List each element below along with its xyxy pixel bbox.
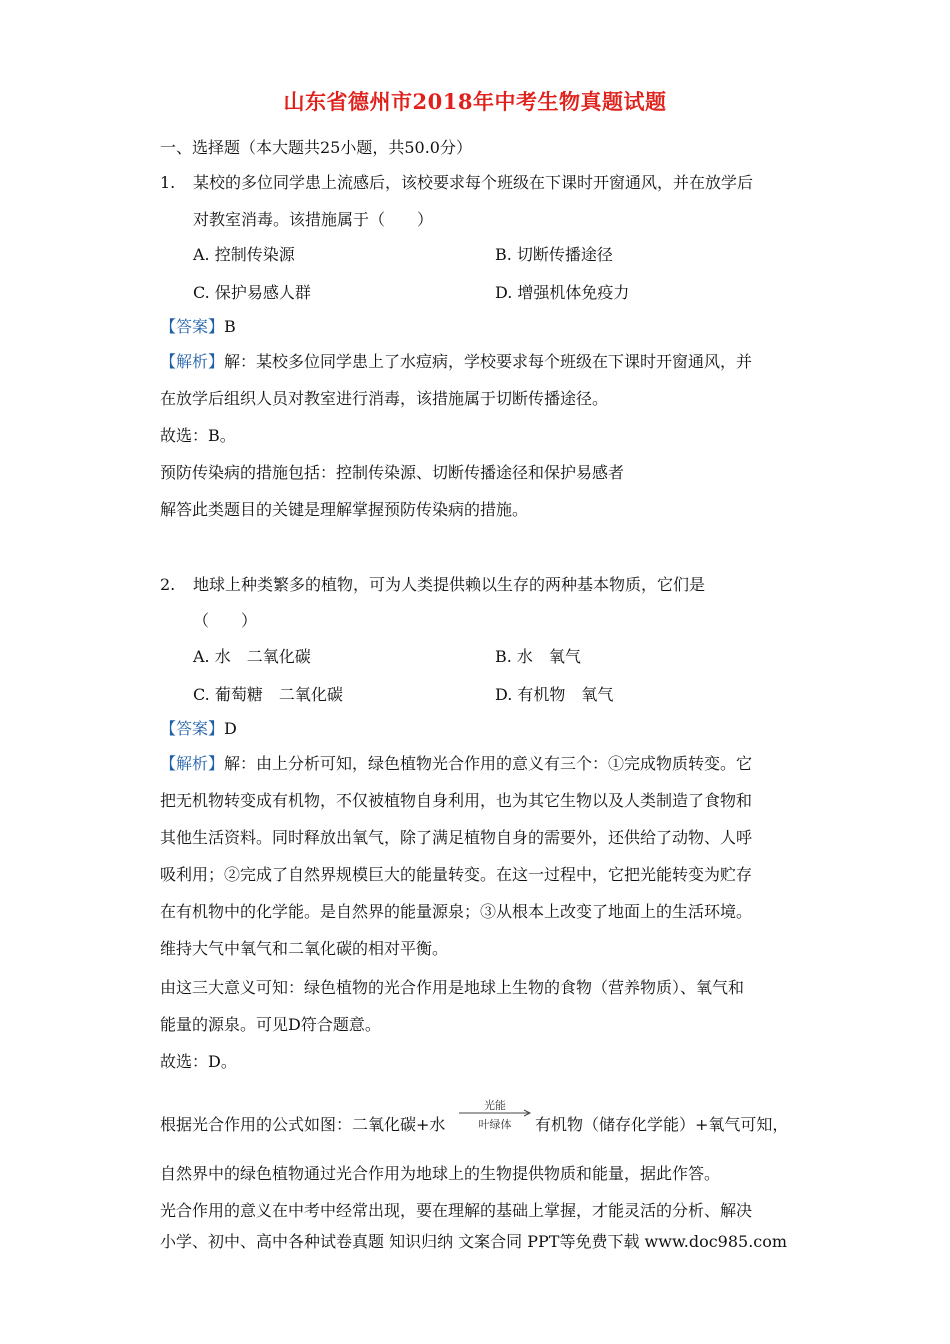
question-number: 1. [160, 173, 176, 192]
analysis-line [160, 753, 752, 775]
analysis-text: 解：由上分析可知，绿色植物光合作用的意义有三个：①完成物质转变。它 [224, 754, 753, 773]
answer-tag: 【答案】 [160, 317, 225, 336]
conclusion-line: 由这三大意义可知：绿色植物的光合作用是地球上生物的食物（营养物质）、氧气和 [160, 978, 745, 997]
explanation-line: 光合作用的意义在中考中经常出现，要在理解的基础上掌握，才能灵活的分析、解决 [160, 1201, 753, 1220]
answer-tag: 【答案】 [160, 719, 225, 738]
page-title: 山东省德州市2018年中考生物真题试题 [283, 89, 667, 114]
answer-value: D [224, 719, 237, 738]
analysis-line: 吸利用；②完成了自然界规模巨大的能量转变。在这一过程中，它把光能转变为贮存 [160, 865, 753, 884]
analysis-tag: 【解析】 [160, 754, 225, 773]
option-c: C. 保护易感人群 [193, 283, 311, 302]
conclusion-line: 能量的源泉。可见D符合题意。 [160, 1015, 381, 1034]
choose-line: 故选：B。 [160, 426, 236, 445]
option-d: D. 有机物 氧气 [495, 685, 614, 704]
question-number: 2. [160, 575, 176, 594]
section-heading: 一、选择题（本大题共25小题，共50.0分） [160, 138, 472, 157]
answer-line [160, 718, 237, 740]
option-b: B. 切断传播途径 [495, 245, 613, 264]
answer-value: B [224, 317, 236, 336]
option-a: A. 控制传染源 [193, 245, 295, 264]
analysis-text: 解：某校多位同学患上了水痘病，学校要求每个班级在下课时开窗通风，并 [224, 352, 753, 371]
explanation-line: 自然界中的绿色植物通过光合作用为地球上的生物提供物质和能量，据此作答。 [160, 1164, 721, 1183]
analysis-line: 维持大气中氧气和二氧化碳的相对平衡。 [160, 939, 449, 958]
option-d: D. 增强机体免疫力 [495, 283, 630, 302]
reaction-arrow [458, 1095, 532, 1135]
question-stem-line: 对教室消毒。该措施属于（ ） [193, 210, 434, 229]
analysis-line: 在放学后组织人员对教室进行消毒，该措施属于切断传播途径。 [160, 389, 609, 408]
note-line: 解答此类题目的关键是理解掌握预防传染病的措施。 [160, 500, 529, 519]
choose-line: 故选：D。 [160, 1052, 237, 1071]
question-stem-line: 某校的多位同学患上流感后，该校要求每个班级在下课时开窗通风，并在放学后 [193, 173, 754, 192]
note-line: 预防传染病的措施包括：控制传染源、切断传播途径和保护易感者 [160, 463, 625, 482]
formula-left: 根据光合作用的公式如图：二氧化碳+水 [160, 1115, 446, 1134]
analysis-line: 其他生活资料。同时释放出氧气，除了满足植物自身的需要外，还供给了动物、人呼 [160, 828, 753, 847]
option-b: B. 水 氧气 [495, 647, 581, 666]
arrow-bottom-label: 叶绿体 [478, 1118, 512, 1131]
arrow-top-label: 光能 [484, 1099, 506, 1112]
footer-text: 小学、初中、高中各种试卷真题 知识归纳 文案合同 PPT等免费下载 www.doc985.com [160, 1232, 788, 1251]
analysis-line [160, 351, 752, 373]
analysis-line: 把无机物转变成有机物，不仅被植物自身利用，也为其它生物以及人类制造了食物和 [160, 791, 753, 810]
answer-line [160, 316, 236, 338]
analysis-tag: 【解析】 [160, 352, 225, 371]
option-a: A. 水 二氧化碳 [193, 647, 311, 666]
option-c: C. 葡萄糖 二氧化碳 [193, 685, 343, 704]
question-stem-line: 地球上种类繁多的植物，可为人类提供赖以生存的两种基本物质，它们是 [193, 575, 706, 594]
analysis-line: 在有机物中的化学能。是自然界的能量源泉；③从根本上改变了地面上的生活环境。 [160, 902, 753, 921]
question-stem-line: （ ） [193, 611, 258, 630]
formula-right: 有机物（储存化学能）+氧气可知， [535, 1115, 789, 1134]
